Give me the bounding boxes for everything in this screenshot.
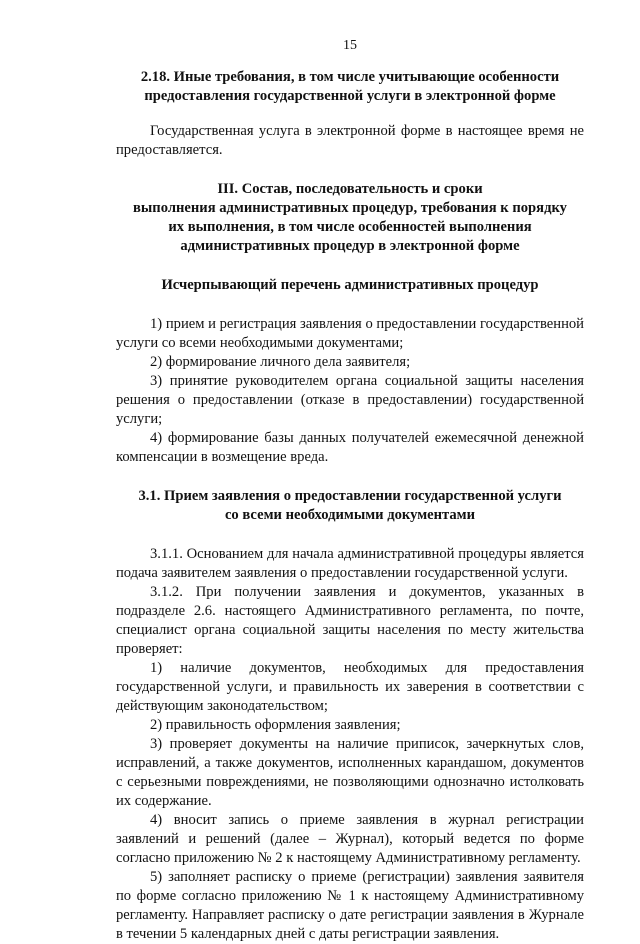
- section-3-heading-line: административных процедур в электронной форме: [180, 238, 520, 254]
- section-3-1-paragraph: 2) правильность оформления заявления;: [150, 717, 401, 733]
- section-2-18: [116, 68, 584, 160]
- section-3-1: [116, 487, 584, 944]
- section-3-1-paragraph: 3.1.2. При получении заявления и документов, указанных в подразделе 2.6. настоящего Административного регламента, по почте, специалист органа социальной защиты населения по месту жительства проверяет:: [116, 584, 584, 657]
- section-2-18-heading-line: предоставления государственной услуги в электронной форме: [144, 88, 556, 104]
- procedure-list-item: 4) формирование базы данных получателей ежемесячной денежной компенсации в возмещение вреда.: [116, 430, 584, 465]
- section-3-heading-line: III. Состав, последовательность и сроки: [217, 181, 483, 197]
- section-2-18-heading-line: 2.18. Иные требования, в том числе учитывающие особенности: [140, 69, 560, 85]
- section-3-heading-line: выполнения административных процедур, требования к порядку: [133, 200, 567, 216]
- section-3-1-paragraph: 1) наличие документов, необходимых для предоставления государственной услуги, и правильность их заверения в соответствии с действующим законодательством;: [116, 660, 584, 714]
- section-3-1-heading-line: 3.1. Прием заявления о предоставлении государственной услуги: [138, 488, 562, 504]
- page-number: 15: [343, 38, 357, 53]
- section-3-heading-line: их выполнения, в том числе особенностей выполнения: [168, 219, 532, 235]
- section-3-1-paragraph: 4) вносит запись о приеме заявления в журнал регистрации заявлений и решений (далее – Журнал), который ведется по форме согласно приложению № 2 к настоящему Административному регламенту.: [116, 812, 584, 866]
- section-2-18-paragraph: Государственная услуга в электронной форме в настоящее время не предоставляется.: [116, 123, 584, 158]
- section-3-1-heading-line: со всеми необходимыми документами: [224, 507, 476, 523]
- section-3-subheading: Исчерпывающий перечень административных процедур: [161, 277, 539, 293]
- section-3: [116, 180, 584, 467]
- procedure-list-item: 1) прием и регистрация заявления о предоставлении государственной услуги со всеми необходимыми документами;: [116, 316, 584, 351]
- section-3-1-paragraph: 3) проверяет документы на наличие приписок, зачеркнутых слов, исправлений, а также документов, исполненных карандашом, документов с серьезными повреждениями, не позволяющими однозначно истолковать их содержание.: [116, 736, 584, 809]
- procedure-list-item: 2) формирование личного дела заявителя;: [150, 354, 411, 370]
- section-3-1-paragraph: 3.1.1. Основанием для начала административной процедуры является подача заявителем заявления о предоставлении государственной услуги.: [116, 546, 584, 581]
- procedure-list-item: 3) принятие руководителем органа социальной защиты населения решения о предоставлении (отказе в предоставлении) государственной услуги;: [116, 373, 584, 427]
- section-3-1-paragraph: 5) заполняет расписку о приеме (регистрации) заявления заявителя по форме согласно приложению № 1 к настоящему Административному регламенту. Направляет расписку о дате регистрации заявления в Журнале в течении 5 календарных дней с даты регистрации заявления.: [116, 869, 584, 942]
